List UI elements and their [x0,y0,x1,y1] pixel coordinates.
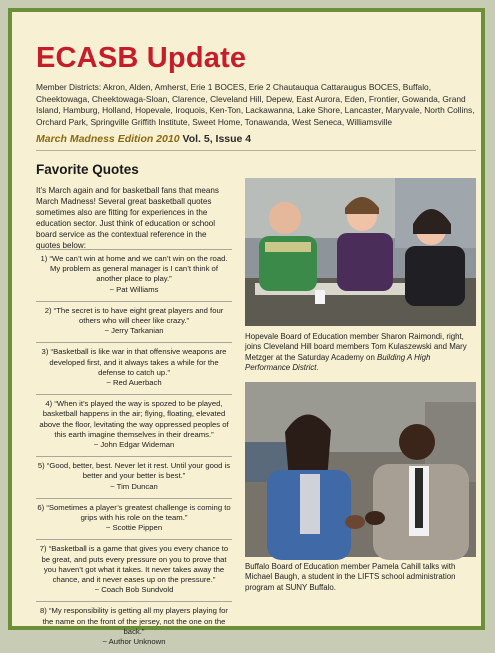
quote-text: 7) “Basketball is a game that gives you every chance to be great, and puts every pressure on you to prove that you haven’t got what it takes. It never takes away the chance, and it never eases up on the pressure.” [39,544,229,585]
section-title: Favorite Quotes [36,162,139,177]
quote-item [36,394,232,456]
quotes-list [36,249,232,653]
quote-item [36,456,232,498]
quote-item [36,249,232,301]
quote-author: ~ Jerry Tarkanian [104,326,164,336]
edition-name: March Madness Edition 2010 [36,133,180,145]
photo-board-members-caption [245,332,477,374]
newsletter-title: ECASB Update [36,42,247,74]
photo-board-members [245,178,476,326]
quote-text: 3) “Basketball is like war in that offensive weapons are developed first, and it always takes a while for the defense to catch up.” [41,347,227,377]
quote-item [36,498,232,540]
quote-author: ~ Scottie Pippen [105,523,163,533]
newsletter-page [8,8,485,647]
quote-item [36,539,232,601]
photo-conversation-illustration [245,382,476,557]
quote-author: ~ Red Auerbach [106,378,162,388]
quote-text: 6) “Sometimes a player’s greatest challenge is coming to grips with his role on the team.” [37,502,231,523]
quote-author: ~ Pat Williams [109,284,159,294]
quote-text: 5) “Good, better, best. Never let it rest. Until your good is better and your better is best.” [37,461,231,481]
header-divider [36,150,476,151]
quote-author: ~ Coach Bob Sundvold [94,585,174,595]
photo-board-members-illustration [245,178,476,326]
quote-author: ~ Author Unknown [102,637,166,647]
edition-line [36,133,251,145]
quote-author: ~ John Edgar Wideman [93,440,175,450]
photo-conversation [245,382,476,557]
quote-author: ~ Tim Duncan [110,481,158,491]
edition-issue: Vol. 5, Issue 4 [179,133,252,145]
quote-item [36,601,232,653]
quote-text: 4) “When it’s played the way is spozed to be played, basketball happens in the air; flying, floating, elevated above the floor, levitating the way oppressed peoples of this earth imagine themselves in their dreams.” [39,399,229,439]
caption-text: Hopevale Board of Education member Sharon Raimondi, right, joins Cleveland Hill board members Tom Kulaszewski and Mary Metzger at the Saturday Academy on [245,332,467,362]
quote-text: 1) “We can’t win at home and we can’t win on the road. My problem as general manager is I can’t think of another place to play.” [40,254,228,284]
photo-conversation-caption: Buffalo Board of Education member Pamela Cahill talks with Michael Baugh, a student in the LIFTS school administration program at SUNY Buffalo. [245,562,456,592]
quote-item [36,301,232,343]
quote-text: 8) “My responsibility is getting all my players playing for the name on the front of the jersey, not the one on the back.” [40,606,228,636]
caption-event-title: Building A High Performance District. [245,352,431,373]
quote-text: 2) “The secret is to have eight great players and four others who will cheer like crazy.” [44,305,224,326]
member-districts: Member Districts: Akron, Alden, Amherst, Erie 1 BOCES, Erie 2 Chautauqua Cattaraugus BOCES, Buffalo, Cheektowaga, Cheektowaga-Sloan, Clarence, Cleveland Hill, Depew, East Aurora, Eden, Frontier, Gowanda, Grand Island, Hamburg, Holland, Hopevale, Iroquois, Ken-Ton, Lackawanna, Lake Shore, Lancaster, Maryvale, North Collins, Orchard Park, Springville Griffith Institute, Sweet Home, Tonawanda, West Seneca, Williamsville [36,82,475,127]
section-intro: It’s March again and for basketball fans that means March Madness! Several great basketball quotes sometimes also are fitting for experiences in the education sector. Just think of education or school board service as the contextual reference in the quotes below: [36,186,219,250]
quote-item [36,342,232,394]
